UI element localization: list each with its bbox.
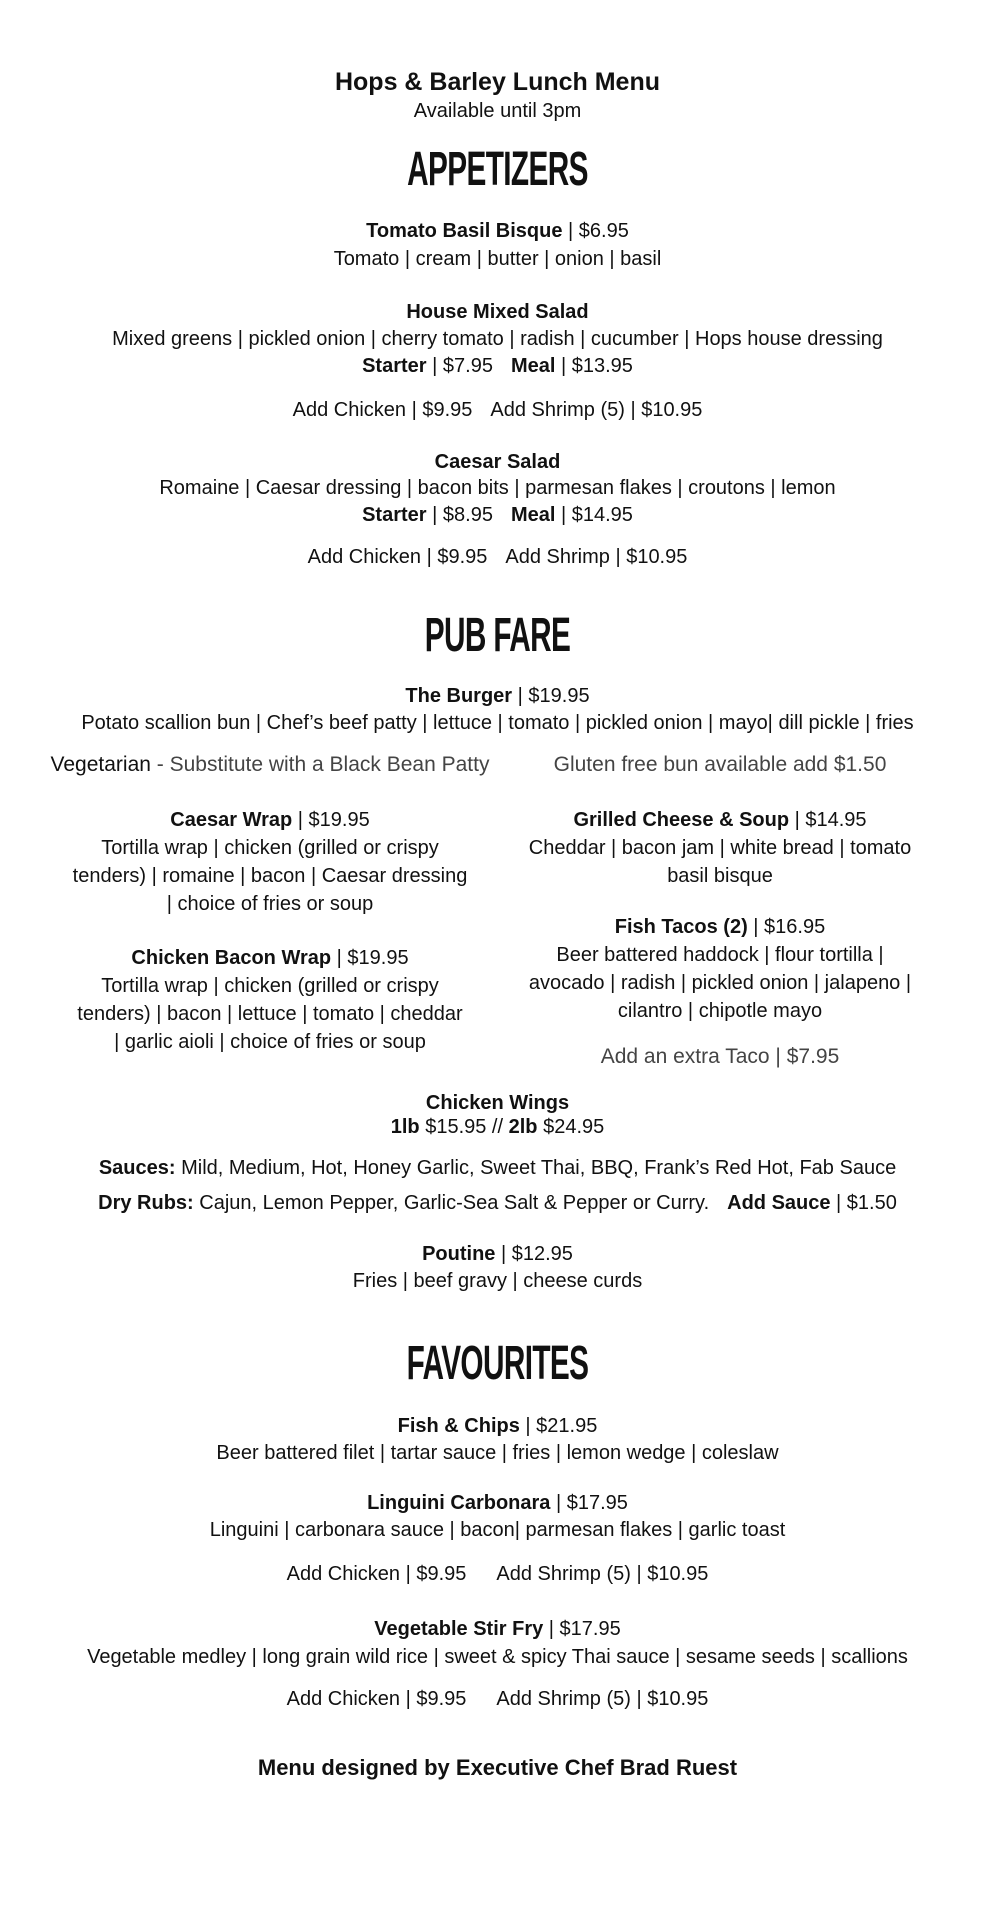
section-heading-appetizers: APPETIZERS <box>407 143 588 196</box>
item-price: | $12.95 <box>495 1243 573 1265</box>
gluten-free-note: Gluten free bun available add $1.50 <box>553 753 887 776</box>
item-fish-tacos <box>510 913 930 1025</box>
item-title-linguini-carbonara <box>0 1489 995 1517</box>
add-sauce-price: | $1.50 <box>830 1192 897 1214</box>
item-grilled-cheese <box>510 806 930 890</box>
item-description: Fries | beef gravy | cheese curds <box>352 1270 643 1292</box>
add-chicken: Add Chicken | $9.95 <box>292 399 473 421</box>
item-description: Romaine | Caesar dressing | bacon bits | parmesan flakes | croutons | lemon <box>159 477 836 499</box>
add-chicken: Add Chicken | $9.95 <box>286 1563 467 1585</box>
add-chicken: Add Chicken | $9.95 <box>286 1688 467 1710</box>
dry-rubs-list: Cajun, Lemon Pepper, Garlic-Sea Salt & Pepper or Curry. <box>193 1192 710 1214</box>
starter-label: Starter <box>362 355 427 377</box>
item-price: | $14.95 <box>789 809 867 831</box>
sauces-label: Sauces: <box>98 1157 176 1179</box>
item-name: The Burger <box>405 685 513 707</box>
item-description-line: Cheddar | bacon jam | white bread | tomato <box>528 837 912 859</box>
add-shrimp: Add Shrimp (5) | $10.95 <box>490 399 703 421</box>
menu-subtitle: Available until 3pm <box>413 100 582 122</box>
item-name: Tomato Basil Bisque <box>366 220 563 242</box>
item-name-chicken-wings: Chicken Wings <box>425 1092 570 1114</box>
item-name: Poutine <box>422 1243 496 1265</box>
item-name: Chicken Bacon Wrap <box>131 947 332 969</box>
item-description-line: Tortilla wrap | chicken (grilled or crispy <box>101 837 439 859</box>
item-pricing-caesar-salad <box>0 501 995 529</box>
item-price: | $17.95 <box>543 1618 621 1640</box>
item-description: Beer battered filet | tartar sauce | fries | lemon wedge | coleslaw <box>216 1442 779 1464</box>
item-description-line: basil bisque <box>667 865 773 887</box>
item-description-line: Beer battered haddock | flour tortilla | <box>556 944 884 966</box>
item-price: | $19.95 <box>331 947 409 969</box>
item-title-the-burger <box>0 682 995 710</box>
item-description: Linguini | carbonara sauce | bacon| parmesan flakes | garlic toast <box>209 1519 786 1541</box>
item-description-line: tenders) | romaine | bacon | Caesar dressing <box>72 865 468 887</box>
fish-tacos-extra: Add an extra Taco | $7.95 <box>600 1045 840 1068</box>
item-name: Fish Tacos (2) <box>614 916 748 938</box>
item-description: Potato scallion bun | Chef’s beef patty | lettuce | tomato | pickled onion | mayo| dill pickle | fries <box>81 712 914 734</box>
wings-size-2: 2lb <box>508 1116 538 1138</box>
wings-price-2: $24.95 <box>537 1116 605 1138</box>
item-caesar-wrap <box>30 806 510 918</box>
item-price: | $16.95 <box>747 916 826 938</box>
meal-price: | $14.95 <box>555 504 633 526</box>
item-price: | $19.95 <box>292 809 370 831</box>
item-description-line: cilantro | chipotle mayo <box>617 1000 823 1022</box>
item-addons-house-salad <box>0 397 995 423</box>
section-heading-pub-fare: PUB FARE <box>424 609 571 662</box>
item-description-line: tenders) | bacon | lettuce | tomato | cheddar <box>77 1003 463 1025</box>
item-name: Grilled Cheese & Soup <box>573 809 790 831</box>
item-description: Mixed greens | pickled onion | cherry tomato | radish | cucumber | Hops house dressing <box>112 328 883 350</box>
add-shrimp: Add Shrimp (5) | $10.95 <box>496 1688 709 1710</box>
menu-credit: Menu designed by Executive Chef Brad Ruest <box>257 1755 738 1780</box>
item-addons-caesar-salad <box>0 544 995 570</box>
item-name: Vegetable Stir Fry <box>374 1618 544 1640</box>
vegetarian-text: - Substitute with a Black Bean Patty <box>150 753 490 776</box>
item-title-fish-chips <box>0 1412 995 1440</box>
starter-price: | $8.95 <box>426 504 493 526</box>
wings-price-1: $15.95 // <box>419 1116 509 1138</box>
item-description-line: | choice of fries or soup <box>166 893 374 915</box>
vegetarian-label: Vegetarian <box>50 753 151 776</box>
item-title <box>30 944 510 972</box>
add-sauce-label: Add Sauce <box>727 1192 831 1214</box>
wings-sauces <box>0 1154 995 1182</box>
item-description-line: avocado | radish | pickled onion | jalapeno | <box>528 972 912 994</box>
item-title <box>510 913 930 941</box>
item-title <box>510 806 930 834</box>
item-price: | $21.95 <box>519 1415 598 1437</box>
item-description-line: Tortilla wrap | chicken (grilled or crispy <box>101 975 439 997</box>
item-name: Fish & Chips <box>397 1415 520 1437</box>
burger-vegetarian-option <box>30 751 510 779</box>
item-price: | $17.95 <box>550 1492 628 1514</box>
item-addons-carbonara <box>0 1561 995 1587</box>
meal-label: Meal <box>510 504 556 526</box>
meal-label: Meal <box>510 355 556 377</box>
item-title-poutine <box>0 1240 995 1268</box>
item-chicken-bacon-wrap <box>30 944 510 1056</box>
item-name-caesar-salad: Caesar Salad <box>434 451 561 473</box>
starter-price: | $7.95 <box>426 355 493 377</box>
item-description-line: | garlic aioli | choice of fries or soup <box>114 1031 426 1053</box>
add-chicken: Add Chicken | $9.95 <box>307 546 488 568</box>
sauces-list: Mild, Medium, Hot, Honey Garlic, Sweet Thai, BBQ, Frank’s Red Hot, Fab Sauce <box>175 1157 897 1179</box>
item-pricing-house-salad <box>0 352 995 380</box>
item-name: Linguini Carbonara <box>367 1492 551 1514</box>
wings-size-1: 1lb <box>390 1116 420 1138</box>
add-shrimp: Add Shrimp | $10.95 <box>505 546 688 568</box>
item-price: | $19.95 <box>512 685 590 707</box>
item-addons-stir-fry <box>0 1686 995 1712</box>
add-shrimp: Add Shrimp (5) | $10.95 <box>496 1563 709 1585</box>
wings-dry-rubs <box>0 1189 995 1217</box>
item-description: Tomato | cream | butter | onion | basil <box>333 248 662 270</box>
item-title-vegetable-stir-fry <box>0 1615 995 1643</box>
item-title-tomato-basil-bisque <box>0 217 995 245</box>
meal-price: | $13.95 <box>555 355 633 377</box>
item-title <box>30 806 510 834</box>
item-description: Vegetable medley | long grain wild rice | sweet & spicy Thai sauce | sesame seeds | scallions <box>87 1646 908 1668</box>
item-name: Caesar Wrap <box>170 809 293 831</box>
starter-label: Starter <box>362 504 427 526</box>
wings-pricing <box>0 1113 995 1141</box>
dry-rubs-label: Dry Rubs: <box>98 1192 194 1214</box>
item-price: | $6.95 <box>562 220 629 242</box>
menu-title: Hops & Barley Lunch Menu <box>334 68 661 96</box>
section-heading-favourites: FAVOURITES <box>406 1337 589 1390</box>
item-name-house-mixed-salad: House Mixed Salad <box>406 301 589 323</box>
